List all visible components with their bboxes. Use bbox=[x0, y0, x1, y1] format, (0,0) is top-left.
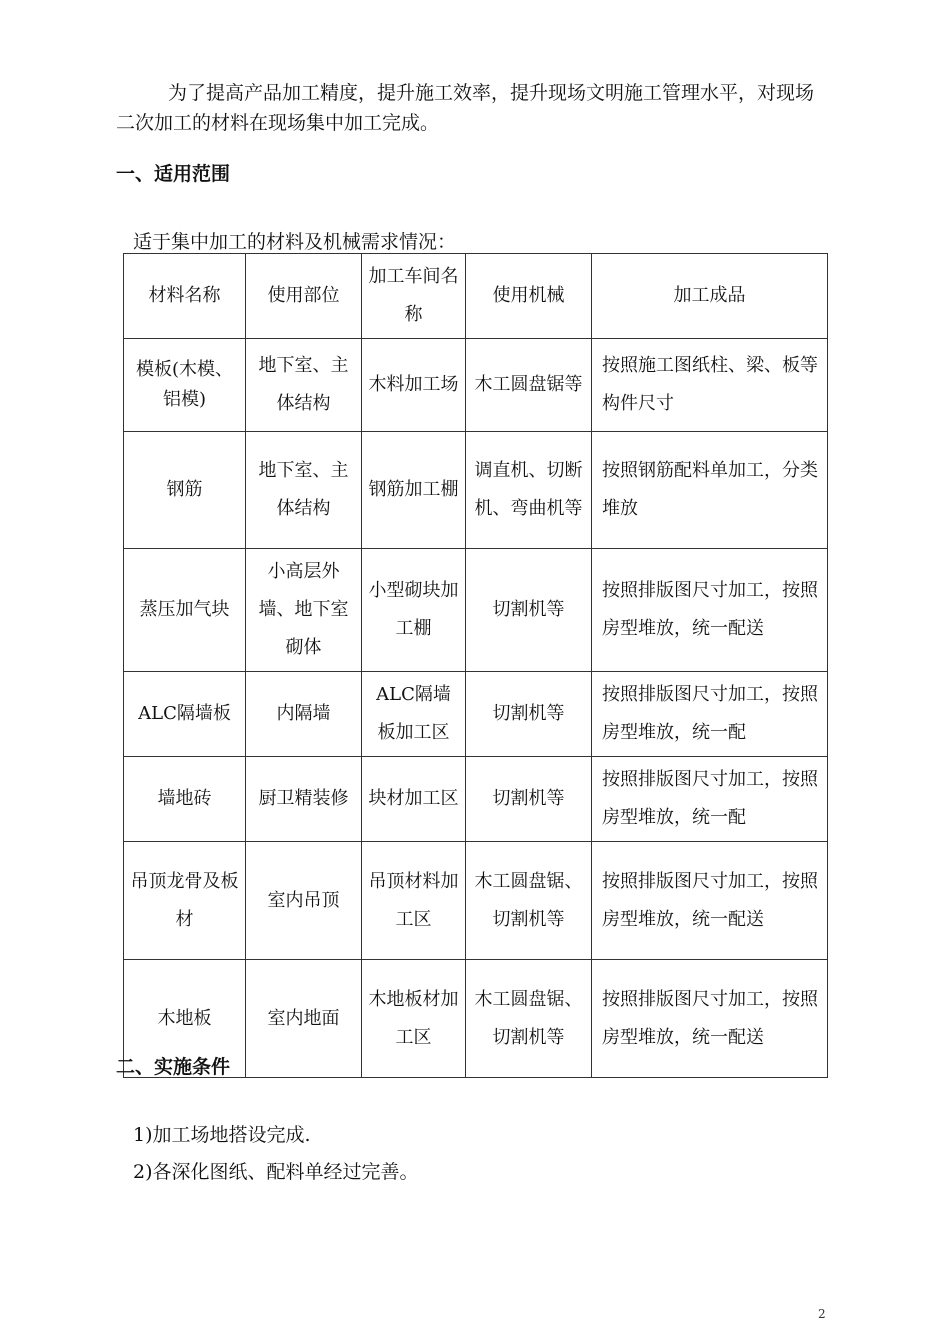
location-cell: 室内地面 bbox=[246, 960, 362, 1078]
location-cell: 地下室、主体结构 bbox=[246, 432, 362, 549]
location-cell: 小高层外墙、地下室砌体 bbox=[246, 549, 362, 672]
workshop-cell: 吊顶材料加工区 bbox=[362, 842, 466, 960]
product-cell: 按照钢筋配料单加工，分类堆放 bbox=[592, 432, 828, 549]
product-cell: 按照排版图尺寸加工，按照房型堆放，统一配送 bbox=[592, 960, 828, 1078]
location-cell: 室内吊顶 bbox=[246, 842, 362, 960]
workshop-cell: 小型砌块加工棚 bbox=[362, 549, 466, 672]
location-cell: 厨卫精装修 bbox=[246, 757, 362, 842]
material-cell: ALC隔墙板 bbox=[124, 672, 246, 757]
page-number: 2 bbox=[818, 1307, 826, 1321]
material-cell: 钢筋 bbox=[124, 432, 246, 549]
product-cell: 按照施工图纸柱、梁、板等构件尺寸 bbox=[592, 339, 828, 432]
header-cell: 使用机械 bbox=[466, 254, 592, 339]
table-row bbox=[124, 757, 828, 842]
workshop-cell: 木地板材加工区 bbox=[362, 960, 466, 1078]
location-cell: 内隔墙 bbox=[246, 672, 362, 757]
workshop-cell: 块材加工区 bbox=[362, 757, 466, 842]
materials-table bbox=[123, 253, 828, 1078]
material-cell: 吊顶龙骨及板材 bbox=[124, 842, 246, 960]
product-cell: 按照排版图尺寸加工，按照房型堆放，统一配送 bbox=[592, 842, 828, 960]
table-header-row bbox=[124, 254, 828, 339]
table-row bbox=[124, 432, 828, 549]
table-row bbox=[124, 339, 828, 432]
machine-cell: 切割机等 bbox=[466, 757, 592, 842]
table-row bbox=[124, 672, 828, 757]
product-cell: 按照排版图尺寸加工，按照房型堆放，统一配 bbox=[592, 672, 828, 757]
header-cell: 加工车间名称 bbox=[362, 254, 466, 339]
product-cell: 按照排版图尺寸加工，按照房型堆放，统一配送 bbox=[592, 549, 828, 672]
material-cell: 墙地砖 bbox=[124, 757, 246, 842]
machine-cell: 木工圆盘锯、切割机等 bbox=[466, 960, 592, 1078]
header-cell: 加工成品 bbox=[592, 254, 828, 339]
machine-cell: 木工圆盘锯等 bbox=[466, 339, 592, 432]
table-row bbox=[124, 842, 828, 960]
material-cell: 模板(木模、铝模) bbox=[124, 339, 246, 432]
header-cell: 材料名称 bbox=[124, 254, 246, 339]
machine-cell: 调直机、切断机、弯曲机等 bbox=[466, 432, 592, 549]
workshop-cell: 木料加工场 bbox=[362, 339, 466, 432]
machine-cell: 切割机等 bbox=[466, 549, 592, 672]
header-cell: 使用部位 bbox=[246, 254, 362, 339]
table-row bbox=[124, 549, 828, 672]
intro-paragraph: 为了提高产品加工精度，提升施工效率，提升现场文明施工管理水平，对现场二次加工的材料在现场集中加工完成。 bbox=[116, 82, 815, 134]
table-caption: 适于集中加工的材料及机械需求情况： bbox=[133, 231, 457, 253]
section-heading-conditions: 二、实施条件 bbox=[116, 1056, 231, 1078]
condition-item: 1)加工场地搭设完成. bbox=[133, 1124, 311, 1146]
material-cell: 蒸压加气块 bbox=[124, 549, 246, 672]
workshop-cell: ALC隔墙板加工区 bbox=[362, 672, 466, 757]
workshop-cell: 钢筋加工棚 bbox=[362, 432, 466, 549]
product-cell: 按照排版图尺寸加工，按照房型堆放，统一配 bbox=[592, 757, 828, 842]
section-heading-scope: 一、适用范围 bbox=[116, 163, 231, 185]
material-cell: 木地板 bbox=[124, 960, 246, 1078]
condition-item: 2)各深化图纸、配料单经过完善。 bbox=[133, 1161, 419, 1183]
machine-cell: 切割机等 bbox=[466, 672, 592, 757]
machine-cell: 木工圆盘锯、切割机等 bbox=[466, 842, 592, 960]
location-cell: 地下室、主体结构 bbox=[246, 339, 362, 432]
